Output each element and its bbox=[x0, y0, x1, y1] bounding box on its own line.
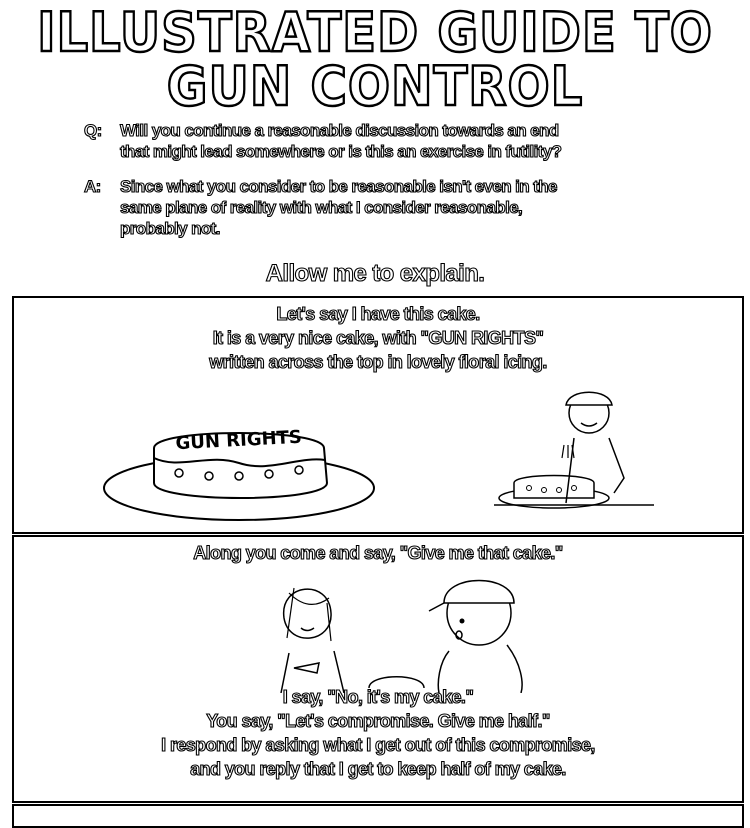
question-tag: Q: bbox=[84, 121, 102, 140]
two-people-illustration bbox=[259, 573, 539, 693]
caption-line: I say, "No, it's my cake." bbox=[282, 687, 474, 707]
panel-caption bbox=[14, 302, 742, 374]
comic-panel-2 bbox=[12, 535, 744, 803]
cake-illustration bbox=[99, 408, 389, 528]
answer-line: same plane of reality with what I consider reasonable, bbox=[120, 198, 523, 217]
caption-line: I respond by asking what I get out of this compromise, bbox=[161, 735, 595, 755]
question-line: Will you continue a reasonable discussion towards an end bbox=[120, 121, 559, 140]
title-line-1: ILLUSTRATED GUIDE TO bbox=[37, 1, 713, 64]
answer-tag: A: bbox=[84, 177, 101, 196]
caption-line: It is a very nice cake, with "GUN RIGHTS" bbox=[212, 328, 544, 348]
comic-panel-3 bbox=[12, 804, 744, 828]
panel-caption-top: Along you come and say, "Give me that cake." bbox=[193, 543, 563, 563]
question-line: that might lead somewhere or is this an exercise in futility? bbox=[120, 142, 562, 161]
caption-line: You say, "Let's compromise. Give me half." bbox=[206, 711, 550, 731]
question-block bbox=[84, 120, 684, 162]
comic-panel-1 bbox=[12, 296, 744, 534]
caption-line: written across the top in lovely floral icing. bbox=[209, 352, 547, 372]
title-line-2: GUN CONTROL bbox=[166, 55, 584, 118]
intro-heading: Allow me to explain. bbox=[265, 260, 485, 287]
caption-line: Let's say I have this cake. bbox=[276, 304, 480, 324]
answer-line: Since what you consider to be reasonable isn't even in the bbox=[120, 177, 557, 196]
panel-caption-bottom bbox=[14, 685, 742, 781]
caption-line: and you reply that I get to keep half of my cake. bbox=[190, 759, 566, 779]
cake-label: GUN RIGHTS bbox=[175, 426, 303, 455]
answer-block bbox=[84, 176, 684, 239]
answer-line: probably not. bbox=[120, 219, 220, 238]
person-with-cake-illustration bbox=[494, 383, 664, 523]
